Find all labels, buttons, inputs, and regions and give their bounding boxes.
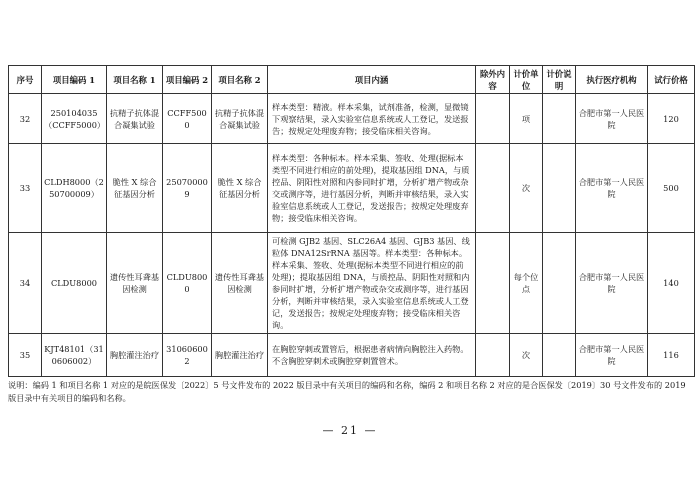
table-row xyxy=(9,144,695,233)
cell-unit: 次 xyxy=(510,144,543,233)
header-pricing-note: 计价说明 xyxy=(543,66,576,94)
cell-content: 可检测 GJB2 基因、SLC26A4 基因、GJB3 基因、线粒体 DNA12SrRNA 基因等。样本类型：各种标本。样本采集、签收、处理(据标本类型不同进行相应的前处理)；提取基因组 DNA，与质控品、阴阳性对照和内参同时扩增，分析扩增产物或杂交或测序等，进行基因分析，判断并审核结果，录入实验室信息系统或人工登记，发送报告；按规定处理废弃物；接受临床相关咨询。 xyxy=(268,233,476,334)
cell-name1: 胸腔灌注治疗 xyxy=(107,334,163,377)
cell-institution: 合肥市第一人民医院 xyxy=(576,144,648,233)
cell-content: 样本类型：各种标本。样本采集、签收、处理(据标本类型不同进行相应的前处理)，提取基因组 DNA，与质控品、阴阳性对照和内参同时扩增，分析扩增产物或杂交或测序等，进行基因分析，判断并审核结果，录入实验室信息系统或人工登记，发送报告；按规定处理废弃物；接受临床相关咨询。 xyxy=(268,144,476,233)
cell-name2: 脆性 X 综合征基因分析 xyxy=(212,144,268,233)
cell-pricing-note xyxy=(543,233,576,334)
cell-code2: CCFF5000 xyxy=(163,94,212,144)
cell-name2: 遗传性耳聋基因检测 xyxy=(212,233,268,334)
cell-seq: 33 xyxy=(9,144,42,233)
cell-seq: 35 xyxy=(9,334,42,377)
cell-excluded xyxy=(476,144,510,233)
cell-unit: 项 xyxy=(510,94,543,144)
table-row xyxy=(9,94,695,144)
header-unit: 计价单位 xyxy=(510,66,543,94)
cell-code1: 250104035（CCFF5000） xyxy=(42,94,107,144)
cell-name2: 胸腔灌注治疗 xyxy=(212,334,268,377)
cell-unit: 次 xyxy=(510,334,543,377)
cell-code1: KJT48101（310606002） xyxy=(42,334,107,377)
pricing-table xyxy=(8,65,695,377)
cell-institution: 合肥市第一人民医院 xyxy=(576,334,648,377)
cell-price: 140 xyxy=(648,233,695,334)
cell-pricing-note xyxy=(543,334,576,377)
header-content: 项目内涵 xyxy=(268,66,476,94)
cell-excluded xyxy=(476,334,510,377)
cell-code2: 250700009 xyxy=(163,144,212,233)
cell-institution: 合肥市第一人民医院 xyxy=(576,233,648,334)
cell-code2: 310606002 xyxy=(163,334,212,377)
header-excluded: 除外内容 xyxy=(476,66,510,94)
cell-code1: CLDH8000（250700009） xyxy=(42,144,107,233)
table-row xyxy=(9,334,695,377)
header-price: 试行价格 xyxy=(648,66,695,94)
cell-excluded xyxy=(476,233,510,334)
footnote: 说明：编码 1 和项目名称 1 对应的是皖医保发〔2022〕5 号文件发布的 2022 版目录中有关项目的编码和名称，编码 2 和项目名称 2 对应的是合医保发〔2019〕30 号文件发布的 2019 版目录中有关项目的编码和名称。 xyxy=(8,380,686,403)
cell-content: 在胸腔穿刺或置管后，根据患者病情向胸腔注入药物。不含胸腔穿刺术或胸腔穿刺置管术。 xyxy=(268,334,476,377)
cell-price: 116 xyxy=(648,334,695,377)
header-seq: 序号 xyxy=(9,66,42,94)
cell-unit: 每个位点 xyxy=(510,233,543,334)
cell-name2: 抗精子抗体混合凝集试验 xyxy=(212,94,268,144)
cell-seq: 34 xyxy=(9,233,42,334)
cell-name1: 脆性 X 综合征基因分析 xyxy=(107,144,163,233)
cell-pricing-note xyxy=(543,94,576,144)
page-number: — 21 — xyxy=(322,424,378,437)
cell-price: 500 xyxy=(648,144,695,233)
table-row xyxy=(9,233,695,334)
cell-price: 120 xyxy=(648,94,695,144)
table-header-row xyxy=(9,66,695,94)
cell-name1: 遗传性耳聋基因检测 xyxy=(107,233,163,334)
header-code1: 项目编码 1 xyxy=(42,66,107,94)
header-name1: 项目名称 1 xyxy=(107,66,163,94)
cell-content: 样本类型：精液。样本采集，试剂准备，检测，显微镜下观察结果，录入实验室信息系统或人工登记，发送报告；按规定处理废弃物；接受临床相关咨询。 xyxy=(268,94,476,144)
cell-code2: CLDU8000 xyxy=(163,233,212,334)
cell-code1: CLDU8000 xyxy=(42,233,107,334)
header-institution: 执行医疗机构 xyxy=(576,66,648,94)
cell-excluded xyxy=(476,94,510,144)
cell-institution: 合肥市第一人民医院 xyxy=(576,94,648,144)
cell-pricing-note xyxy=(543,144,576,233)
header-name2: 项目名称 2 xyxy=(212,66,268,94)
cell-seq: 32 xyxy=(9,94,42,144)
header-code2: 项目编码 2 xyxy=(163,66,212,94)
cell-name1: 抗精子抗体混合凝集试验 xyxy=(107,94,163,144)
